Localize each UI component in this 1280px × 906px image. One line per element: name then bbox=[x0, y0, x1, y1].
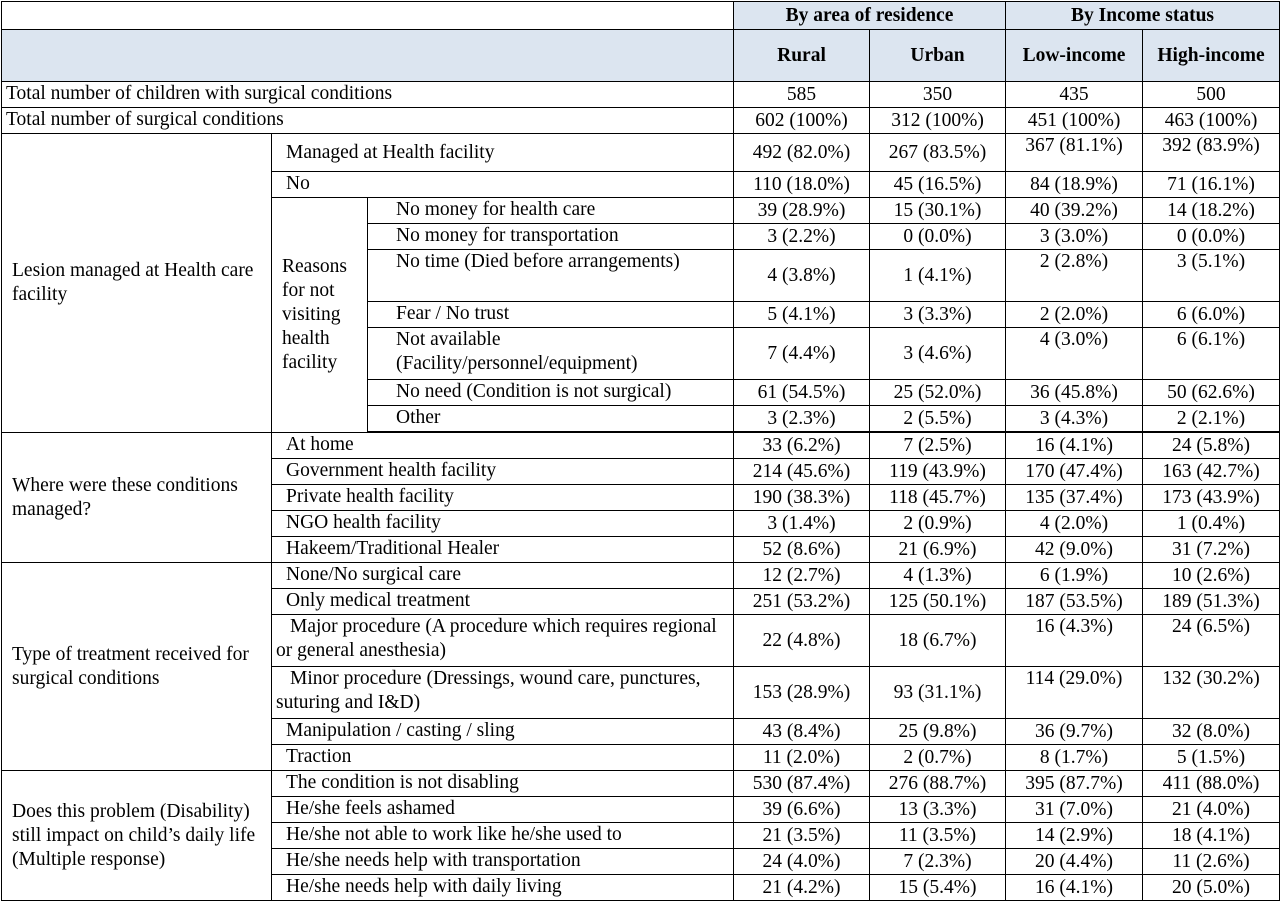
cell-low-income: 367 (81.1%) bbox=[1006, 134, 1143, 172]
cell-low-income: 6 (1.9%) bbox=[1006, 563, 1143, 589]
group-label-disability-impact: Does this problem (Disability) still impact on child’s daily life (Multiple response) bbox=[2, 771, 272, 901]
cell-low-income: 4 (3.0%) bbox=[1006, 328, 1143, 380]
cell-urban: 118 (45.7%) bbox=[870, 485, 1006, 511]
cell-urban: 312 (100%) bbox=[870, 108, 1006, 134]
cell-high-income: 1 (0.4%) bbox=[1143, 511, 1280, 537]
cell-rural: 3 (2.2%) bbox=[734, 224, 870, 250]
cell-rural: 153 (28.9%) bbox=[734, 667, 870, 719]
cell-low-income: 395 (87.7%) bbox=[1006, 771, 1143, 797]
cell-urban: 3 (4.6%) bbox=[870, 328, 1006, 380]
row-label: Not available (Facility/personnel/equipment) bbox=[368, 328, 734, 380]
cell-rural: 3 (2.3%) bbox=[734, 406, 870, 432]
cell-low-income: 16 (4.1%) bbox=[1006, 875, 1143, 901]
cell-rural: 21 (4.2%) bbox=[734, 875, 870, 901]
group-label-reasons: Reasons for not visiting health facility bbox=[272, 198, 368, 433]
cell-low-income: 2 (2.0%) bbox=[1006, 302, 1143, 328]
cell-high-income: 21 (4.0%) bbox=[1143, 797, 1280, 823]
cell-rural: 492 (82.0%) bbox=[734, 134, 870, 172]
cell-rural: 7 (4.4%) bbox=[734, 328, 870, 380]
cell-rural: 21 (3.5%) bbox=[734, 823, 870, 849]
row-label: Total number of surgical conditions bbox=[2, 108, 734, 134]
cell-urban: 25 (9.8%) bbox=[870, 719, 1006, 745]
cell-rural: 110 (18.0%) bbox=[734, 172, 870, 198]
group-label-where-managed: Where were these conditions managed? bbox=[2, 433, 272, 563]
cell-urban: 276 (88.7%) bbox=[870, 771, 1006, 797]
row-label: NGO health facility bbox=[272, 511, 734, 537]
cell-rural: 602 (100%) bbox=[734, 108, 870, 134]
cell-urban: 18 (6.7%) bbox=[870, 615, 1006, 667]
cell-low-income: 16 (4.1%) bbox=[1006, 433, 1143, 459]
cell-rural: 39 (6.6%) bbox=[734, 797, 870, 823]
table-row bbox=[2, 771, 1280, 797]
cell-high-income: 6 (6.1%) bbox=[1143, 328, 1280, 380]
cell-rural: 530 (87.4%) bbox=[734, 771, 870, 797]
cell-high-income: 50 (62.6%) bbox=[1143, 380, 1280, 406]
row-label: No money for health care bbox=[368, 198, 734, 224]
cell-high-income: 3 (5.1%) bbox=[1143, 250, 1280, 302]
cell-low-income: 36 (9.7%) bbox=[1006, 719, 1143, 745]
row-label: Only medical treatment bbox=[272, 589, 734, 615]
table-row bbox=[2, 82, 1280, 108]
table-row bbox=[2, 433, 1280, 459]
row-label: Managed at Health facility bbox=[272, 134, 734, 172]
cell-high-income: 189 (51.3%) bbox=[1143, 589, 1280, 615]
cell-low-income: 135 (37.4%) bbox=[1006, 485, 1143, 511]
cell-low-income: 31 (7.0%) bbox=[1006, 797, 1143, 823]
cell-urban: 0 (0.0%) bbox=[870, 224, 1006, 250]
table-row bbox=[2, 563, 1280, 589]
cell-low-income: 8 (1.7%) bbox=[1006, 745, 1143, 771]
cell-urban: 15 (30.1%) bbox=[870, 198, 1006, 224]
cell-urban: 11 (3.5%) bbox=[870, 823, 1006, 849]
cell-urban: 4 (1.3%) bbox=[870, 563, 1006, 589]
cell-rural: 4 (3.8%) bbox=[734, 250, 870, 302]
cell-low-income: 40 (39.2%) bbox=[1006, 198, 1143, 224]
cell-high-income: 14 (18.2%) bbox=[1143, 198, 1280, 224]
row-label: No time (Died before arrangements) bbox=[368, 250, 734, 302]
cell-rural: 22 (4.8%) bbox=[734, 615, 870, 667]
cell-urban: 3 (3.3%) bbox=[870, 302, 1006, 328]
group-label-treatment-type: Type of treatment received for surgical conditions bbox=[2, 563, 272, 771]
table-row bbox=[2, 134, 1280, 172]
surgical-conditions-table bbox=[1, 1, 1280, 901]
row-label: The condition is not disabling bbox=[272, 771, 734, 797]
cell-urban: 21 (6.9%) bbox=[870, 537, 1006, 563]
cell-urban: 13 (3.3%) bbox=[870, 797, 1006, 823]
cell-high-income: 5 (1.5%) bbox=[1143, 745, 1280, 771]
cell-high-income: 32 (8.0%) bbox=[1143, 719, 1280, 745]
cell-rural: 24 (4.0%) bbox=[734, 849, 870, 875]
cell-urban: 350 bbox=[870, 82, 1006, 108]
header-blank-top bbox=[2, 2, 734, 30]
cell-low-income: 84 (18.9%) bbox=[1006, 172, 1143, 198]
cell-rural: 33 (6.2%) bbox=[734, 433, 870, 459]
cell-high-income: 411 (88.0%) bbox=[1143, 771, 1280, 797]
cell-urban: 7 (2.3%) bbox=[870, 849, 1006, 875]
cell-high-income: 132 (30.2%) bbox=[1143, 667, 1280, 719]
cell-low-income: 14 (2.9%) bbox=[1006, 823, 1143, 849]
cell-rural: 3 (1.4%) bbox=[734, 511, 870, 537]
cell-high-income: 24 (5.8%) bbox=[1143, 433, 1280, 459]
cell-low-income: 170 (47.4%) bbox=[1006, 459, 1143, 485]
cell-low-income: 16 (4.3%) bbox=[1006, 615, 1143, 667]
cell-urban: 15 (5.4%) bbox=[870, 875, 1006, 901]
cell-rural: 214 (45.6%) bbox=[734, 459, 870, 485]
cell-high-income: 10 (2.6%) bbox=[1143, 563, 1280, 589]
header-income-status: By Income status bbox=[1006, 2, 1280, 30]
row-label: Traction bbox=[272, 745, 734, 771]
row-label: At home bbox=[272, 433, 734, 459]
row-label: Government health facility bbox=[272, 459, 734, 485]
row-label: Hakeem/Traditional Healer bbox=[272, 537, 734, 563]
row-label: Total number of children with surgical conditions bbox=[2, 82, 734, 108]
cell-urban: 2 (5.5%) bbox=[870, 406, 1006, 432]
cell-rural: 39 (28.9%) bbox=[734, 198, 870, 224]
cell-low-income: 3 (4.3%) bbox=[1006, 406, 1143, 432]
header-area-of-residence: By area of residence bbox=[734, 2, 1006, 30]
header-blank-sub bbox=[2, 30, 734, 82]
cell-high-income: 24 (6.5%) bbox=[1143, 615, 1280, 667]
cell-high-income: 463 (100%) bbox=[1143, 108, 1280, 134]
header-high-income: High-income bbox=[1143, 30, 1280, 82]
cell-urban: 7 (2.5%) bbox=[870, 433, 1006, 459]
cell-urban: 267 (83.5%) bbox=[870, 134, 1006, 172]
header-low-income: Low-income bbox=[1006, 30, 1143, 82]
cell-urban: 45 (16.5%) bbox=[870, 172, 1006, 198]
cell-rural: 190 (38.3%) bbox=[734, 485, 870, 511]
cell-rural: 11 (2.0%) bbox=[734, 745, 870, 771]
cell-high-income: 71 (16.1%) bbox=[1143, 172, 1280, 198]
row-label: He/she feels ashamed bbox=[272, 797, 734, 823]
cell-low-income: 3 (3.0%) bbox=[1006, 224, 1143, 250]
cell-high-income: 31 (7.2%) bbox=[1143, 537, 1280, 563]
cell-high-income: 2 (2.1%) bbox=[1143, 406, 1280, 432]
cell-low-income: 20 (4.4%) bbox=[1006, 849, 1143, 875]
row-label: Other bbox=[368, 406, 734, 432]
cell-low-income: 42 (9.0%) bbox=[1006, 537, 1143, 563]
cell-low-income: 435 bbox=[1006, 82, 1143, 108]
cell-urban: 2 (0.9%) bbox=[870, 511, 1006, 537]
cell-low-income: 36 (45.8%) bbox=[1006, 380, 1143, 406]
table-row bbox=[2, 108, 1280, 134]
row-label: Private health facility bbox=[272, 485, 734, 511]
row-label: Major procedure (A procedure which requires regional or general anesthesia) bbox=[272, 615, 734, 667]
row-label: Fear / No trust bbox=[368, 302, 734, 328]
cell-high-income: 6 (6.0%) bbox=[1143, 302, 1280, 328]
cell-high-income: 0 (0.0%) bbox=[1143, 224, 1280, 250]
cell-high-income: 18 (4.1%) bbox=[1143, 823, 1280, 849]
cell-rural: 43 (8.4%) bbox=[734, 719, 870, 745]
row-label: No money for transportation bbox=[368, 224, 734, 250]
cell-low-income: 2 (2.8%) bbox=[1006, 250, 1143, 302]
row-label: None/No surgical care bbox=[272, 563, 734, 589]
cell-rural: 251 (53.2%) bbox=[734, 589, 870, 615]
row-label: No bbox=[272, 172, 734, 198]
cell-high-income: 392 (83.9%) bbox=[1143, 134, 1280, 172]
cell-urban: 2 (0.7%) bbox=[870, 745, 1006, 771]
row-label: Minor procedure (Dressings, wound care, punctures, suturing and I&D) bbox=[272, 667, 734, 719]
row-label: He/she needs help with transportation bbox=[272, 849, 734, 875]
cell-rural: 61 (54.5%) bbox=[734, 380, 870, 406]
row-label: Manipulation / casting / sling bbox=[272, 719, 734, 745]
row-label: No need (Condition is not surgical) bbox=[368, 380, 734, 406]
group-label-lesion-managed: Lesion managed at Health care facility bbox=[2, 134, 272, 433]
row-label: He/she needs help with daily living bbox=[272, 875, 734, 901]
cell-rural: 585 bbox=[734, 82, 870, 108]
cell-rural: 5 (4.1%) bbox=[734, 302, 870, 328]
cell-low-income: 451 (100%) bbox=[1006, 108, 1143, 134]
cell-high-income: 500 bbox=[1143, 82, 1280, 108]
cell-urban: 125 (50.1%) bbox=[870, 589, 1006, 615]
cell-urban: 1 (4.1%) bbox=[870, 250, 1006, 302]
cell-urban: 93 (31.1%) bbox=[870, 667, 1006, 719]
cell-low-income: 187 (53.5%) bbox=[1006, 589, 1143, 615]
cell-rural: 52 (8.6%) bbox=[734, 537, 870, 563]
cell-high-income: 173 (43.9%) bbox=[1143, 485, 1280, 511]
header-rural: Rural bbox=[734, 30, 870, 82]
cell-high-income: 20 (5.0%) bbox=[1143, 875, 1280, 901]
cell-urban: 25 (52.0%) bbox=[870, 380, 1006, 406]
cell-low-income: 114 (29.0%) bbox=[1006, 667, 1143, 719]
cell-rural: 12 (2.7%) bbox=[734, 563, 870, 589]
row-label: He/she not able to work like he/she used to bbox=[272, 823, 734, 849]
header-urban: Urban bbox=[870, 30, 1006, 82]
cell-high-income: 11 (2.6%) bbox=[1143, 849, 1280, 875]
cell-urban: 119 (43.9%) bbox=[870, 459, 1006, 485]
cell-low-income: 4 (2.0%) bbox=[1006, 511, 1143, 537]
cell-high-income: 163 (42.7%) bbox=[1143, 459, 1280, 485]
